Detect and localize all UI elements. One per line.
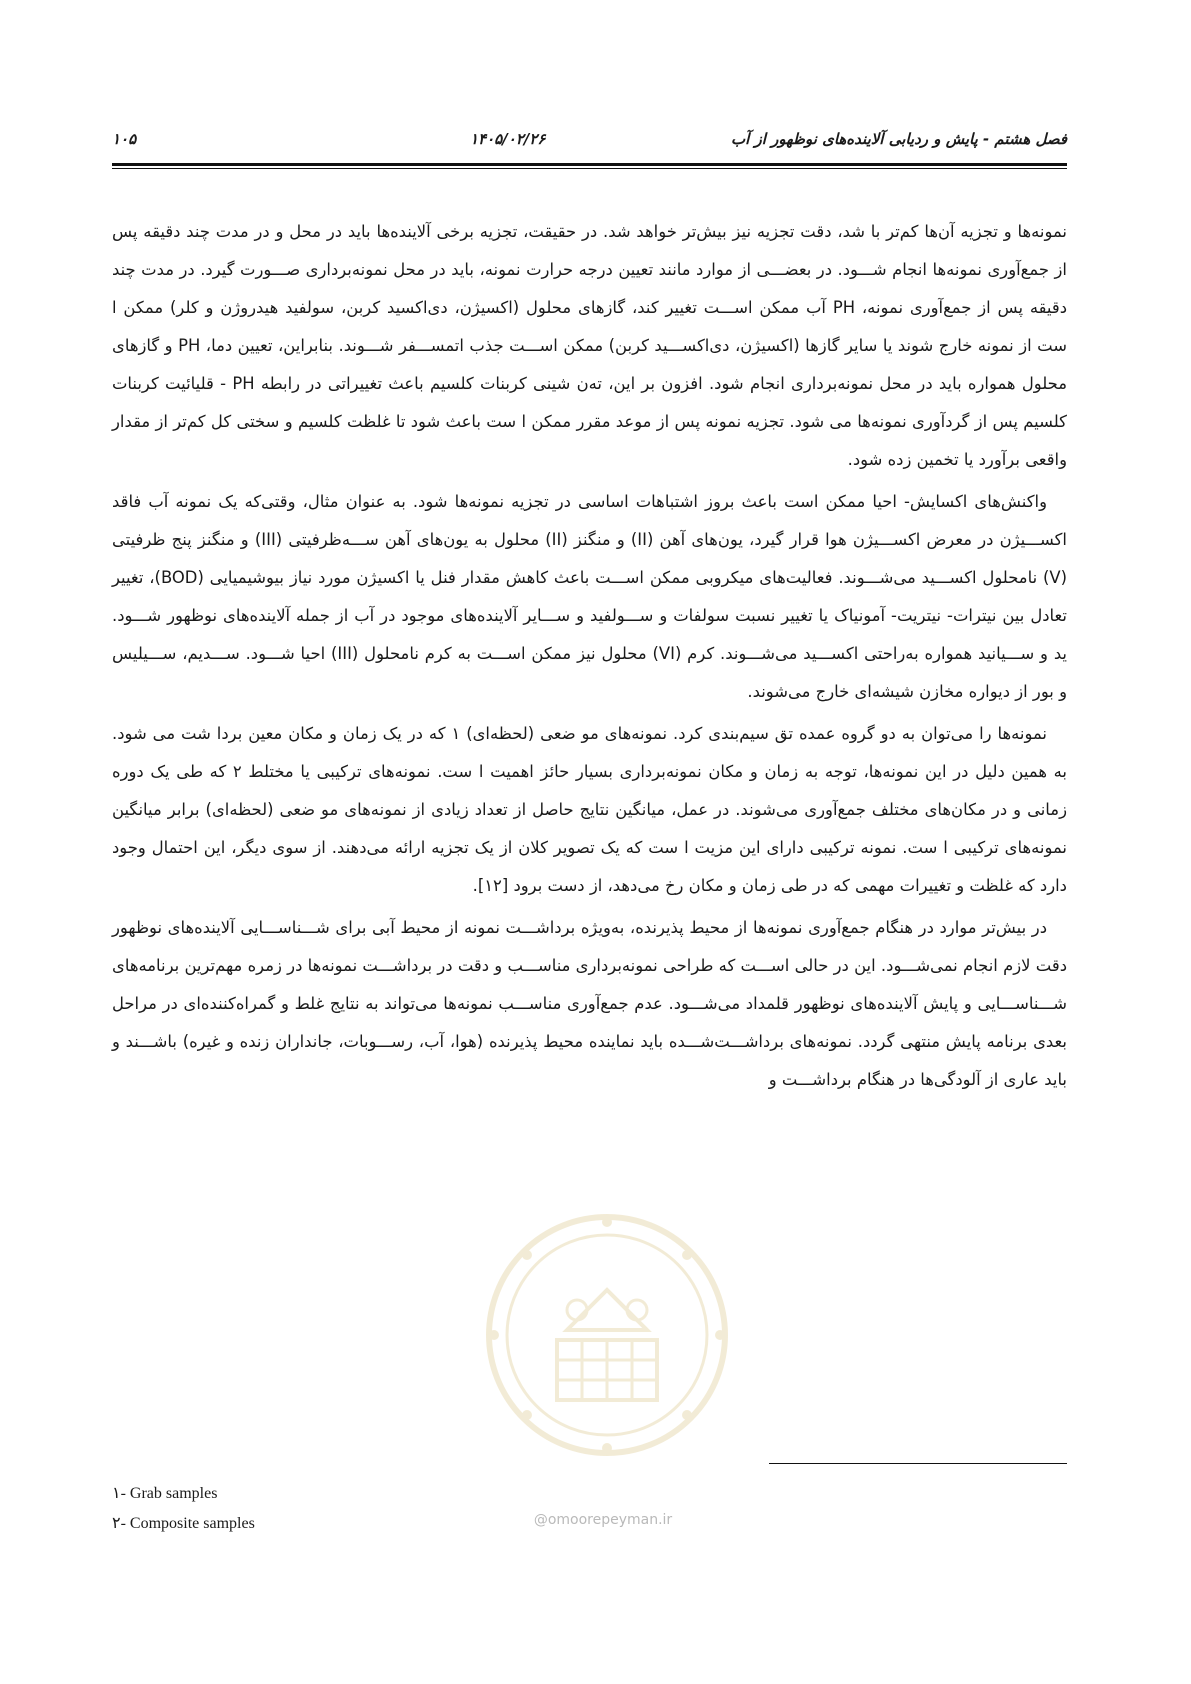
- omoore-peyman-emblem-icon: [482, 1210, 732, 1460]
- page-number: ۱۰۵: [112, 130, 137, 148]
- header-date: ۱۴۰۵/۰۲/۲۶: [470, 130, 546, 148]
- running-header: [112, 130, 1067, 154]
- header-rule-thick: [112, 163, 1067, 166]
- footnotes: [112, 1479, 512, 1539]
- header-rule-thin: [112, 168, 1067, 169]
- footnote-separator: [769, 1463, 1067, 1464]
- chapter-title: فصل هشتم - پایش و ردیابی آلاینده‌های نوظهور از آب: [730, 130, 1067, 148]
- footnote-2: ۲- Composite samples: [112, 1515, 255, 1532]
- footnote-1: ۱- Grab samples: [112, 1485, 218, 1502]
- paragraph-3: نمونه‌ها را می‌توان به دو گروه عمده تق سیم‌بندی کرد. نمونه‌های مو ضعی (لحظه‌ای) ۱ که در یک زمان و مکان معین بردا شت می شود. به همین دلیل در این نمونه‌ها، توجه به زمان و مکان نمونه‌برداری بسیار حائز اهمیت ا ست. نمونه‌های ترکیبی یا مختلط ۲ که طی یک دوره زمانی و در مکان‌های مختلف جمع‌آوری می‌شوند. در عمل، میانگین نتایج حاصل از تعداد زیادی از نمونه‌های مو ضعی (لحظه‌ای) برابر میانگین نمونه‌های ترکیبی ا ست. نمونه ترکیبی دارای این مزیت ا ست که یک تصویر کلان از یک تجزیه ارائه می‌دهند. از سوی دیگر، این احتمال وجود دارد که غلظت و تغییرات مهمی که در طی زمان و مکان رخ می‌دهد، از دست برود [۱۲].: [112, 724, 1067, 895]
- watermark-url: @omoorepeyman.ir: [533, 1512, 673, 1528]
- body-text: [112, 213, 1067, 1103]
- paragraph-1: نمونه‌ها و تجزیه آن‌ها کم‌تر با شد، دقت تجزیه نیز بیش‌تر خواهد شد. در حقیقت، تجزیه برخی آلاینده‌ها باید در محل و در مدت چند دقیقه پس از جمع‌آوری نمونه‌ها انجام شـــود. در بعضـــی از موارد مانند تعیین درجه حرارت نمونه، باید در محل نمونه‌برداری صـــورت گیرد. در مدت چند دقیقه پس از جمع‌آوری نمونه، PH آب ممکن اســـت تغییر کند، گازهای محلول (اکسیژن، دی‌اکسید کربن، سولفید هیدروژن و کلر) ممکن ا ست از نمونه خارج شوند یا سایر گازها (اکسیژن، دی‌اکســـید کربن) ممکن اســـت جذب اتمســـفر شـــوند. بنابراین، تعیین دما، PH و گازهای محلول همواره باید در محل نمونه‌برداری انجام شود. افزون بر این، ته‌ن شینی کربنات کلسیم باعث تغییراتی در رابطه PH - قلیائیت کربنات کلسیم پس از گردآوری نمونه‌ها می شود. تجزیه نمونه پس از موعد مقرر ممکن ا ست باعث شود تا غلظت کلسیم و سختی کل کم‌تر از مقدار واقعی برآورد یا تخمین زده شود.: [112, 222, 1067, 469]
- paragraph-2: واکنش‌های اکسایش- احیا ممکن است باعث بروز اشتباهات اساسی در تجزیه نمونه‌ها شود. به عنوان مثال، وقتی‌که یک نمونه آب فاقد اکســـیژن در معرض اکســـیژن هوا قرار گیرد، یون‌های آهن (II) و منگنز (II) محلول به یون‌های آهن ســـه‌ظرفیتی (III) و منگنز پنج ظرفیتی (V) نامحلول اکســـید می‌شـــوند. فعالیت‌های میکروبی ممکن اســـت باعث کاهش مقدار فنل یا اکسیژن مورد نیاز بیوشیمیایی (BOD)، تغییر تعادل بین نیترات- نیتریت- آمونیاک یا تغییر نسبت سولفات و ســـولفید و ســـایر آلاینده‌های موجود در آب از جمله آلاینده‌های نوظهور شـــود. ید و ســـیانید همواره به‌راحتی اکســـید می‌شـــوند. کرم (VI) محلول نیز ممکن اســـت به کرم نامحلول (III) احیا شـــود. ســـدیم، ســـیلیس و بور از دیواره مخازن شیشه‌ای خارج می‌شوند.: [112, 492, 1067, 701]
- paragraph-4: در بیش‌تر موارد در هنگام جمع‌آوری نمونه‌ها از محیط پذیرنده، به‌ویژه برداشـــت نمونه از محیط آبی برای شـــناســـایی آلاینده‌های نوظهور دقت لازم انجام نمی‌شـــود. این در حالی اســـت که طراحی نمونه‌برداری مناســـب و دقت در برداشـــت نمونه‌ها در زمره مهم‌ترین برنامه‌های شـــناســـایی و پایش آلاینده‌های نوظهور قلمداد می‌شـــود. عدم جمع‌آوری مناســـب نمونه‌ها می‌تواند به نتایج غلط و گمراه‌کننده‌ای در مراحل بعدی برنامه پایش منتهی گردد. نمونه‌های برداشـــت‌شـــده باید نماینده محیط پذیرنده (هوا، آب، رســـوبات، جانداران زنده و غیره) باشـــند و باید عاری از آلودگی‌ها در هنگام برداشـــت و: [112, 918, 1067, 1089]
